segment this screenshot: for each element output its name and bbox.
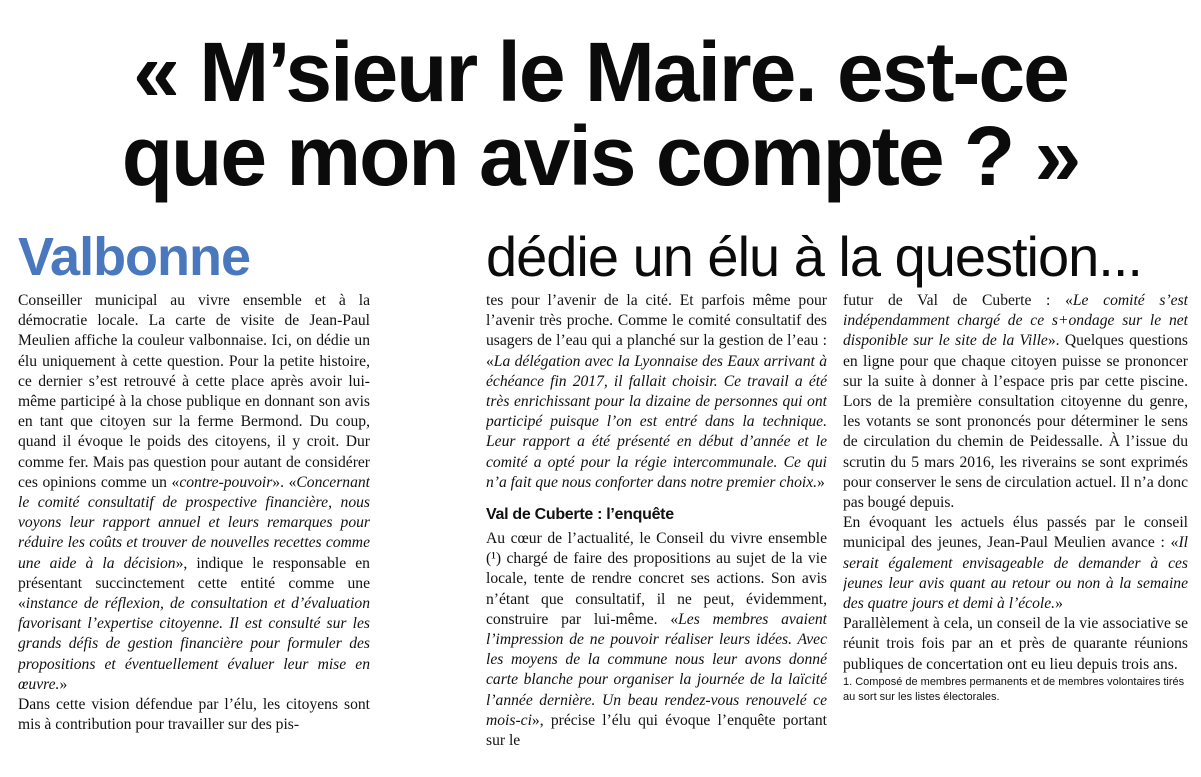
paragraph: futur de Val de Cuberte : «Le comité s’est indépendamment chargé de ce s+ondage sur le net disponible sur le site de la Ville». Quelques questions en ligne pour que chaque citoyen puisse se prononcer sur la suite à donner à l’espace pris par cette piscine. Lors de la première consultation citoyenne du genre, les votants se sont prononcés pour déterminer le sens de circulation du chemin de Peidessalle. À l’issue du scrutin du 5 mars 2016, les riverains se sont exprimés pour conserver le sens de circulation actuel. Il n’a donc pas bougé depuis. — [843, 292, 1188, 512]
paragraph: tes pour l’avenir de la cité. Et parfois même pour l’avenir très proche. Comme le comité consultatif des usagers de l’eau qui a planché sur la gestion de l’eau : «La délégation avec la Lyonnaise des Eaux arrivant à échéance fin 2017, il fallait choisir. Ce travail a été très enrichissant pour la dizaine de personnes qui ont participé puisque l’on est entré dans la technique. Leur rapport a été présenté en début d’année et le comité a opté pour la régie intercommunale. Ce qui n’a fait que nous conforter dans notre premier choix.» — [486, 292, 827, 491]
paragraph: Dans cette vision défendue par l’élu, les citoyens sont mis à contribution pour travailler sur des pis- — [18, 696, 370, 734]
headline-line-1: « M’sieur le Maire. est-ce — [133, 25, 1068, 119]
footnote: 1. Composé de membres permanents et de membres volontaires tirés au sort sur les listes électorales. — [843, 675, 1185, 703]
paragraph: En évoquant les actuels élus passés par le conseil municipal des jeunes, Jean-Paul Meulien avance : «Il serait également envisageable de demander à ces jeunes leur avis quant au retour ou non à la semaine des quatre jours et demi à l’école.» — [843, 514, 1188, 613]
article-column-1 — [18, 291, 370, 771]
section-title: Val de Cuberte : l’enquête — [486, 506, 674, 524]
article-column-3 — [843, 291, 1188, 771]
headline — [0, 25, 1201, 203]
paragraph: Au cœur de l’actualité, le Conseil du vivre ensemble (¹) chargé de faire des propositions au sujet de la vie locale, tente de rendre concret ses actions. Son avis n’étant que consultatif, il ne peut, évidemment, construire par lui-même. «Les membres avaient l’impression de ne pouvoir réaliser leurs idées. Avec les moyens de la commune nous leur avons donné carte blanche pour organiser la journée de la laïcité l’année dernière. Un beau rendez-vous renouvelé ce mois-ci», précise l’élu qui évoque l’enquête portant sur le — [486, 530, 827, 750]
subheadline: dédie un élu à la question... — [486, 225, 1142, 288]
article-column-2 — [486, 291, 827, 771]
paragraph: Parallèlement à cela, un conseil de la vie associative se réunit trois fois par an et près de quarante réunions publiques de concertation ont eu lieu depuis trois ans. — [843, 615, 1188, 673]
paragraph: Conseiller municipal au vivre ensemble et à la démocratie locale. La carte de visite de Jean-Paul Meulien affiche la couleur valbonnaise. Ici, on dédie un élu uniquement à cette question. Pour la petite histoire, ce dernier s’est retrouvé à cette place après avoir lui-même participé à la chose publique en donnant son avis en tant que citoyen sur la ferme Bermond. Du coup, quand il évoque le poids des citoyens, il y croit. Dur comme fer. Mais pas question pour autant de considérer ces opinions comme un «contre-pouvoir». «Concernant le comité consultatif de prospective financière, nous voyons leur rapport annuel et leurs remarques pour réduire les coûts et trouver de nouvelles recettes comme une aide à la décision», indique le responsable en présentant succinctement cette entité comme une «instance de réflexion, de consultation et d’évaluation favorisant l’expertise citoyenne. Il est consulté sur les grands défis de gestion financière pour formuler des propositions et éventuellement évaluer leur mise en œuvre.» — [18, 292, 370, 693]
kicker-location: Valbonne — [18, 227, 251, 287]
headline-line-2: que mon avis compte ? » — [121, 109, 1080, 203]
